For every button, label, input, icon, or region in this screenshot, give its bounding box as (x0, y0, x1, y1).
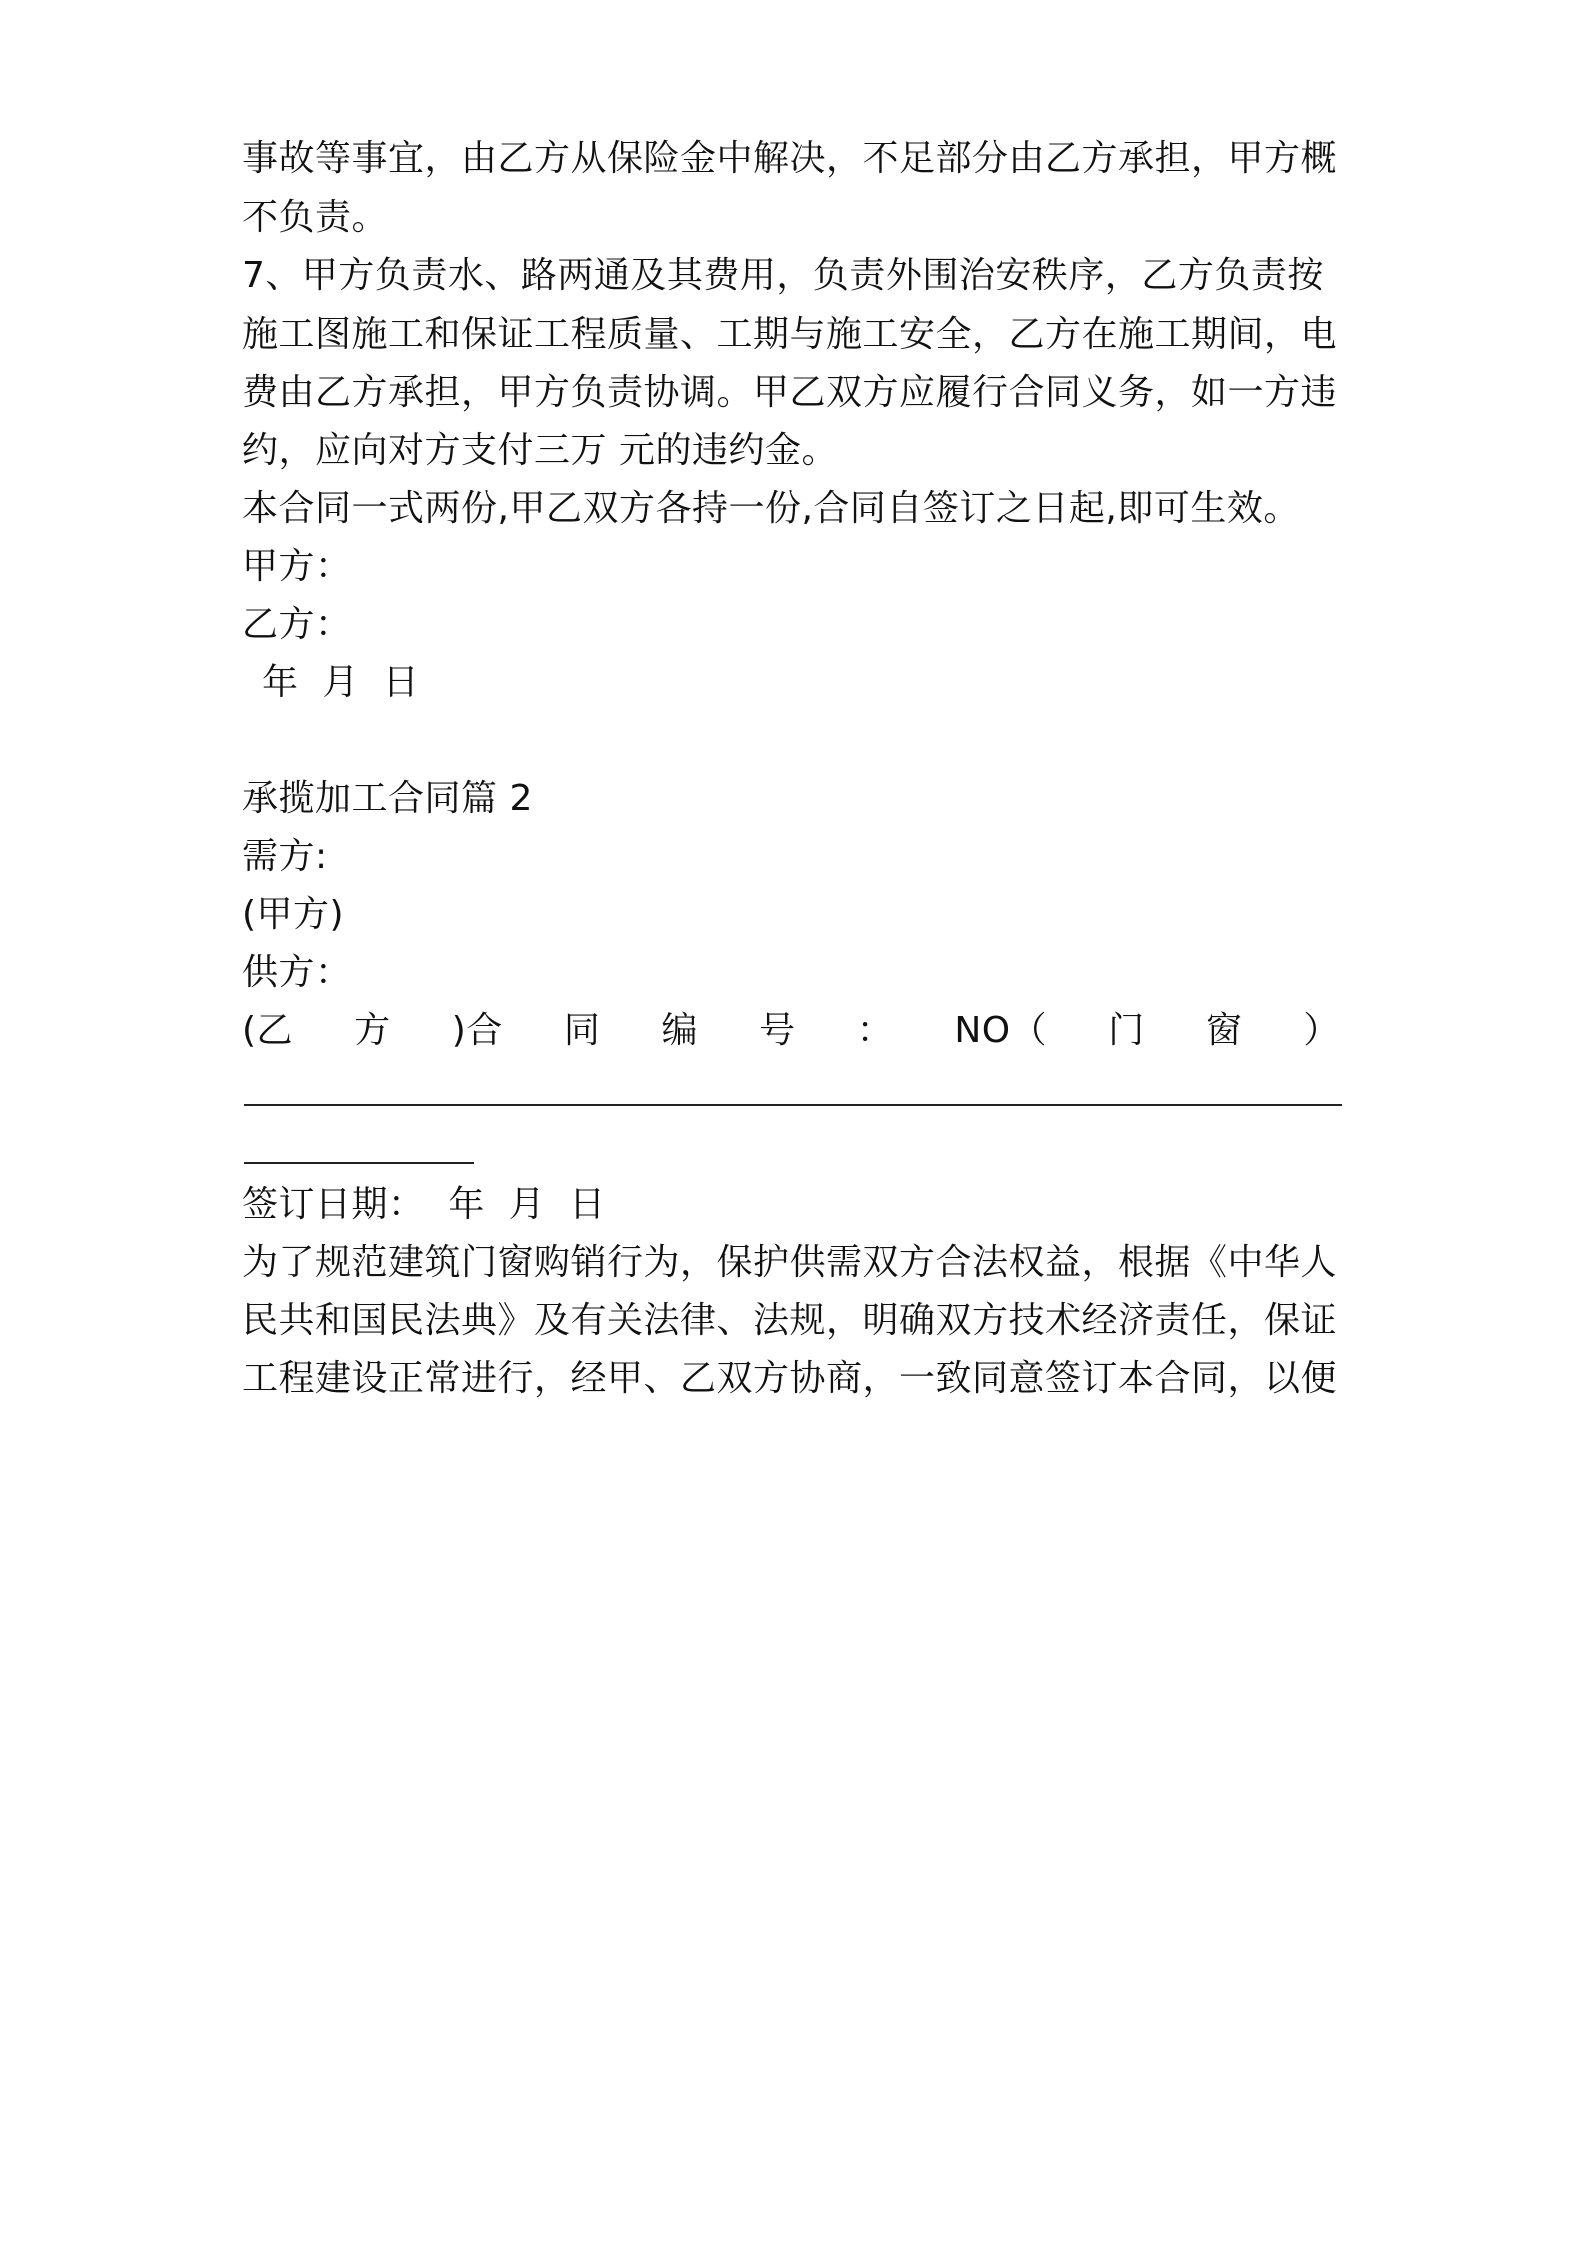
clause-7-line-2: 施工图施工和保证工程质量、工期与施工安全，乙方在施工期间，电 (242, 314, 1338, 355)
contract-no-token: ） (1303, 1010, 1340, 1051)
clause-7-line-1: 7、甲方负责水、路两通及其费用，负责外围治安秩序，乙方负责按 (242, 255, 1324, 296)
section-2-title: 承揽加工合同篇 2 (242, 778, 533, 819)
contract-no-token: NO（ (954, 1010, 1048, 1051)
contract-no-token: 同 (563, 1010, 601, 1051)
contract-number-underline-1 (244, 1104, 1342, 1106)
intro-line-1: 为了规范建筑门窗购销行为，保护供需双方合法权益，根据《中华人 (242, 1242, 1338, 1283)
contract-no-token: ： (856, 1010, 894, 1051)
party-a-signature-label: 甲方： (242, 546, 352, 587)
intro-line-2: 民共和国民法典》及有关法律、法规，明确双方技术经济责任，保证 (242, 1300, 1338, 1341)
contract-no-token: 窗 (1205, 1010, 1243, 1051)
party-b-signature-label: 乙方： (242, 604, 352, 645)
contract-number-underline-2 (244, 1162, 474, 1164)
supply-party-label: 供方： (242, 952, 352, 993)
contract-no-token: 方 (354, 1010, 391, 1051)
signature-date: 年 月 日 (262, 662, 420, 703)
intro-line-3: 工程建设正常进行，经甲、乙双方协商，一致同意签订本合同，以便 (242, 1358, 1338, 1399)
clause-7-line-3: 费由乙方承担，甲方负责协调。甲乙双方应履行合同义务，如一方违 (242, 372, 1338, 413)
paragraph-1-line-1: 事故等事宜，由乙方从保险金中解决，不足部分由乙方承担，甲方概 (242, 138, 1338, 179)
signing-date: 签订日期： 年 月 日 (242, 1184, 606, 1225)
contract-number-row (242, 1009, 1340, 1053)
copies-clause: 本合同一式两份,甲乙双方各持一份,合同自签订之日起,即可生效。 (242, 488, 1300, 529)
paragraph-1-line-2: 不负责。 (242, 197, 389, 238)
contract-no-token: (乙 (242, 1010, 294, 1051)
contract-no-token: )合 (451, 1010, 503, 1051)
demand-party-label: 需方: (242, 836, 328, 877)
party-a-paren-label: (甲方) (242, 894, 345, 935)
contract-no-token: 号 (759, 1010, 796, 1051)
contract-no-token: 门 (1108, 1010, 1145, 1051)
contract-no-token: 编 (661, 1010, 699, 1051)
clause-7-line-4: 约，应向对方支付三万 元的违约金。 (242, 430, 838, 471)
